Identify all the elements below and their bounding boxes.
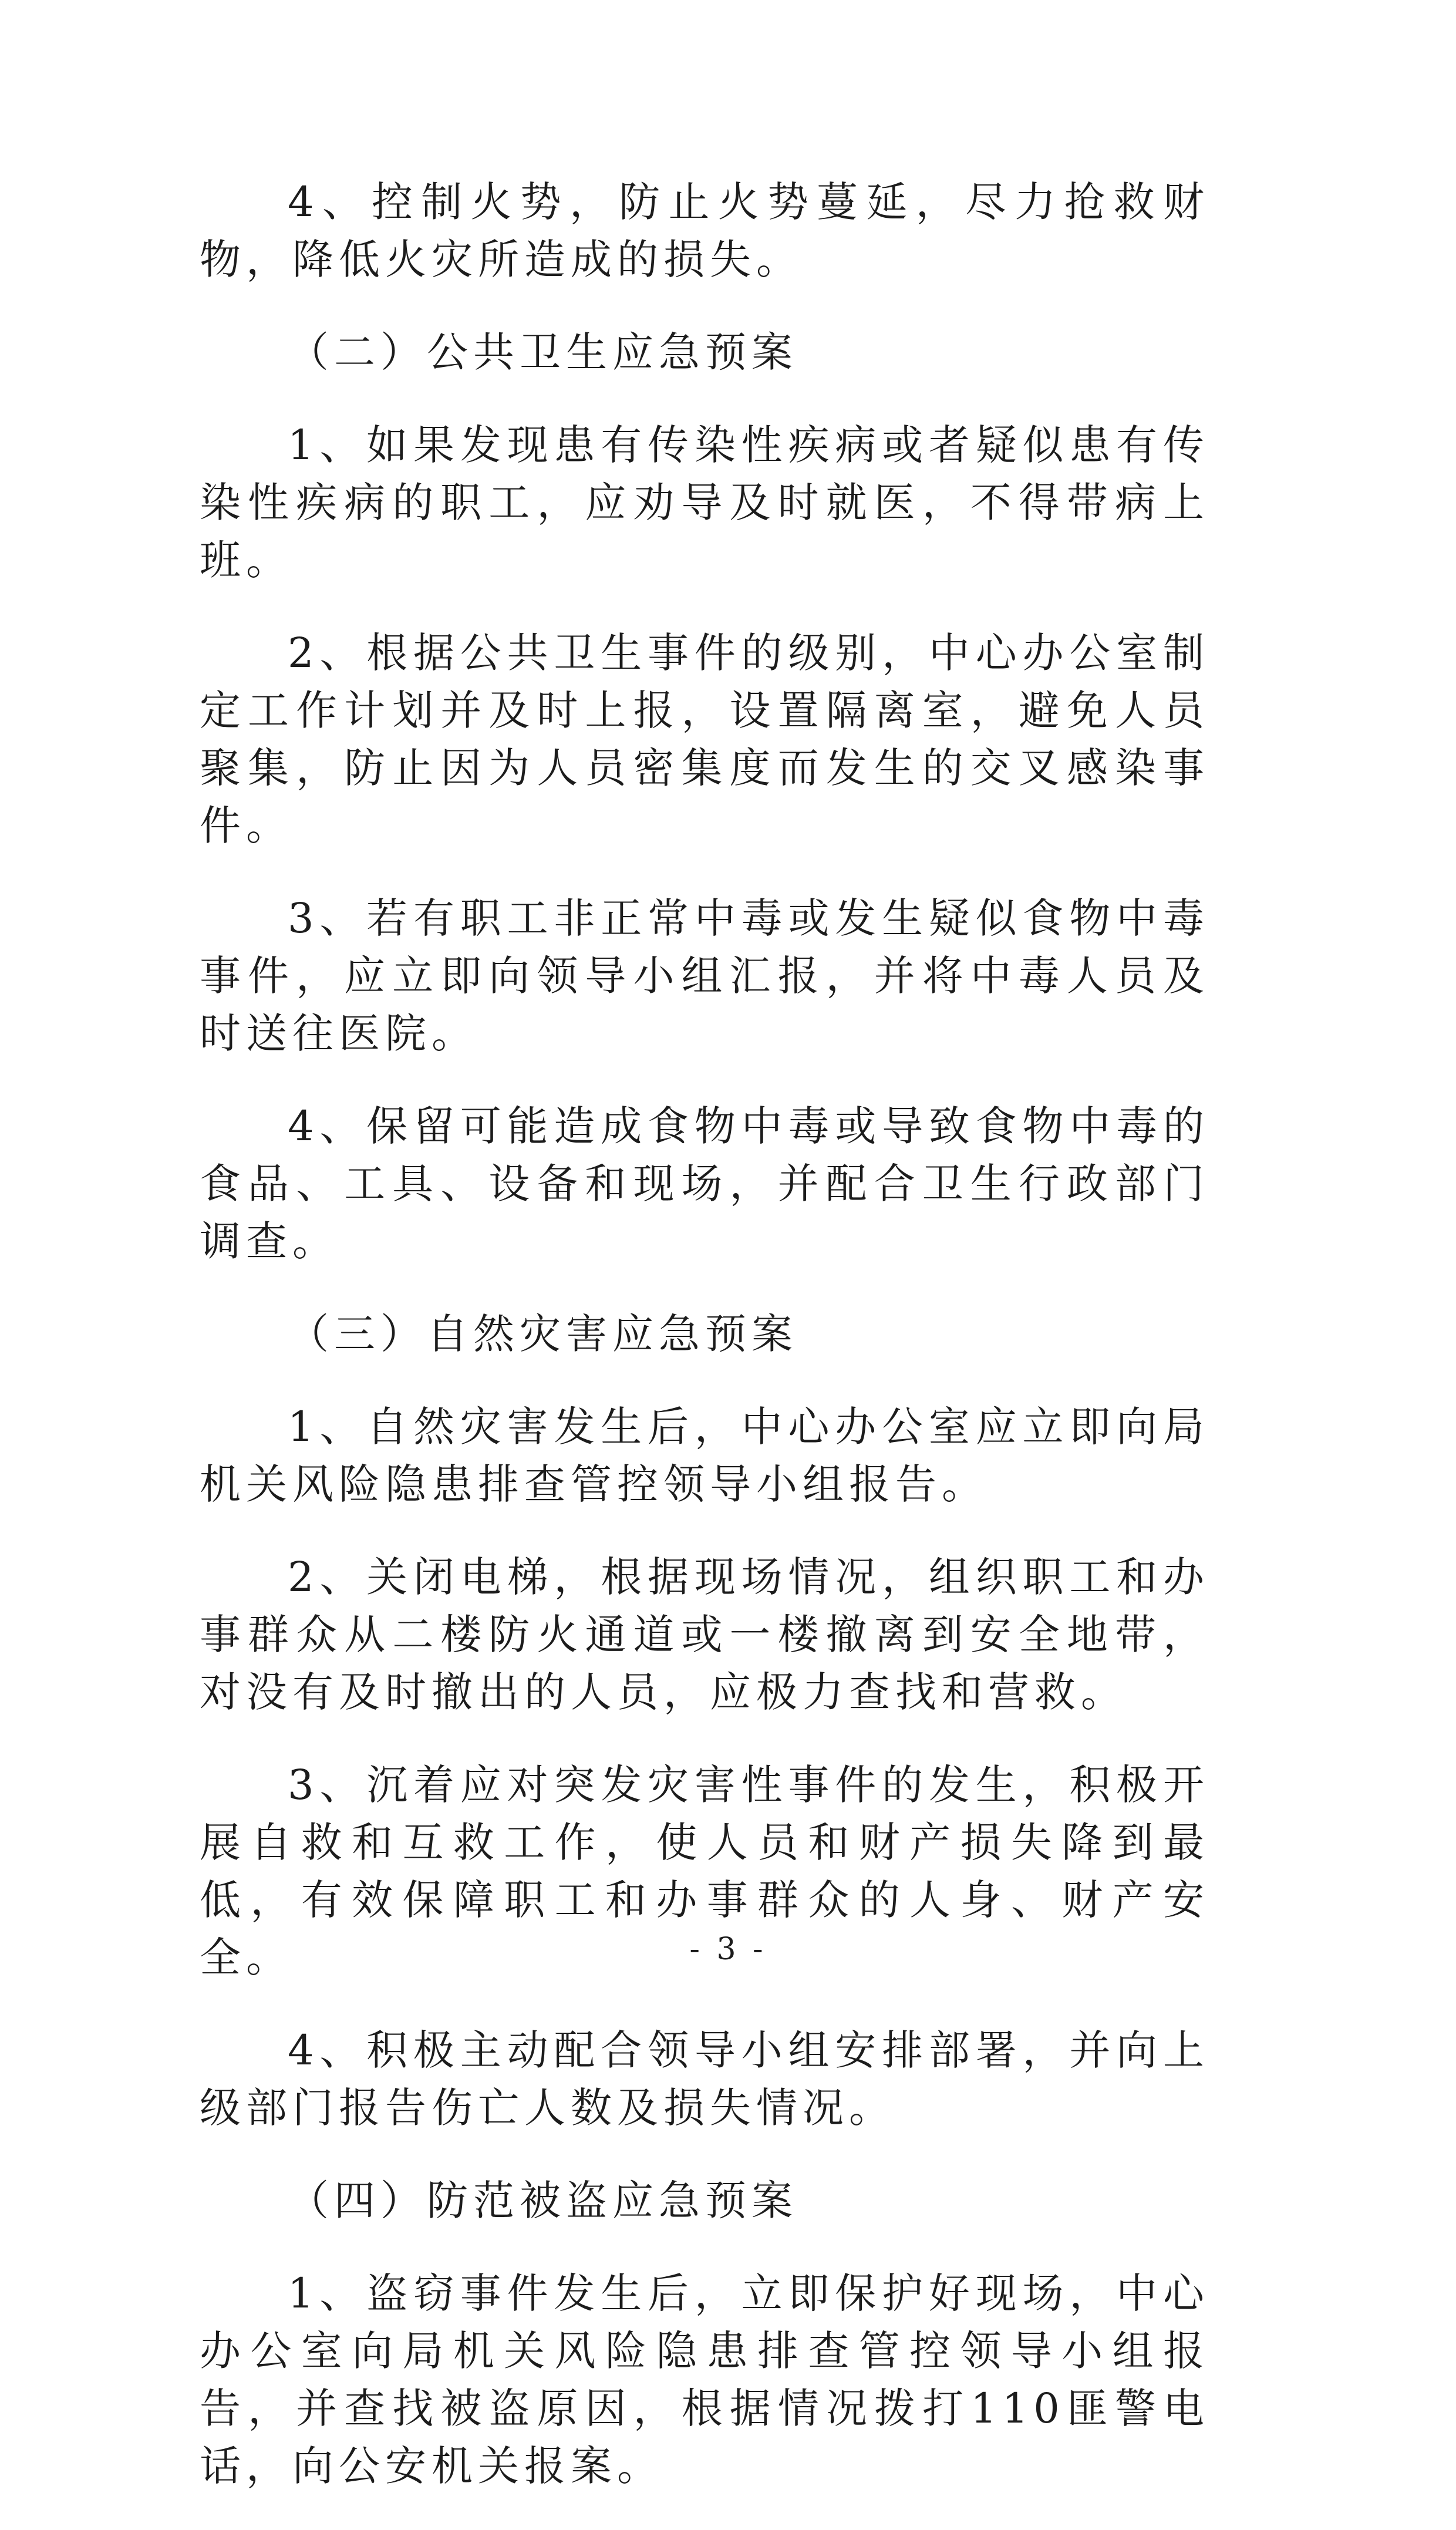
paragraph-health-1: 1、如果发现患有传染性疾病或者疑似患有传染性疾病的职工，应劝导及时就医，不得带病上班。 <box>200 421 1209 584</box>
paragraph-disaster-2: 2、关闭电梯，根据现场情况，组织职工和办事群众从二楼防火通道或一楼撤离到安全地带，对没有及时撤出的人员，应极力查找和营救。 <box>200 1553 1209 1716</box>
document-body <box>200 173 1209 2530</box>
paragraph-health-4: 4、保留可能造成食物中毒或导致食物中毒的食品、工具、设备和现场，并配合卫生行政部门调查。 <box>200 1102 1209 1265</box>
paragraph-theft-1: 1、盗窃事件发生后，立即保护好现场，中心办公室向局机关风险隐患排查管控领导小组报告，并查找被盗原因，根据情况拨打110匪警电话，向公安机关报案。 <box>200 2269 1209 2490</box>
paragraph-health-2: 2、根据公共卫生事件的级别，中心办公室制定工作计划并及时上报，设置隔离室，避免人员聚集，防止因为人员密集度而发生的交叉感染事件。 <box>200 629 1209 850</box>
paragraph-health-3: 3、若有职工非正常中毒或发生疑似食物中毒事件，应立即向领导小组汇报，并将中毒人员及时送往医院。 <box>200 894 1209 1057</box>
paragraph-disaster-3: 3、沉着应对突发灾害性事件的发生，积极开展自救和互救工作，使人员和财产损失降到最低，有效保障职工和办事群众的人身、财产安全。 <box>200 1761 1209 1982</box>
paragraph-fire-4: 4、控制火势，防止火势蔓延，尽力抢救财物，降低火灾所造成的损失。 <box>200 178 1209 284</box>
paragraph-disaster-1: 1、自然灾害发生后，中心办公室应立即向局机关风险隐患排查管控领导小组报告。 <box>200 1403 1209 1508</box>
section-heading-theft-prevention: （四）防范被盗应急预案 <box>288 2177 798 2225</box>
page-number: - 3 - <box>689 1932 767 1967</box>
section-heading-public-health: （二）公共卫生应急预案 <box>288 328 798 376</box>
section-heading-natural-disaster: （三）自然灾害应急预案 <box>288 1310 798 1358</box>
paragraph-disaster-4: 4、积极主动配合领导小组安排部署，并向上级部门报告伤亡人数及损失情况。 <box>200 2026 1209 2132</box>
